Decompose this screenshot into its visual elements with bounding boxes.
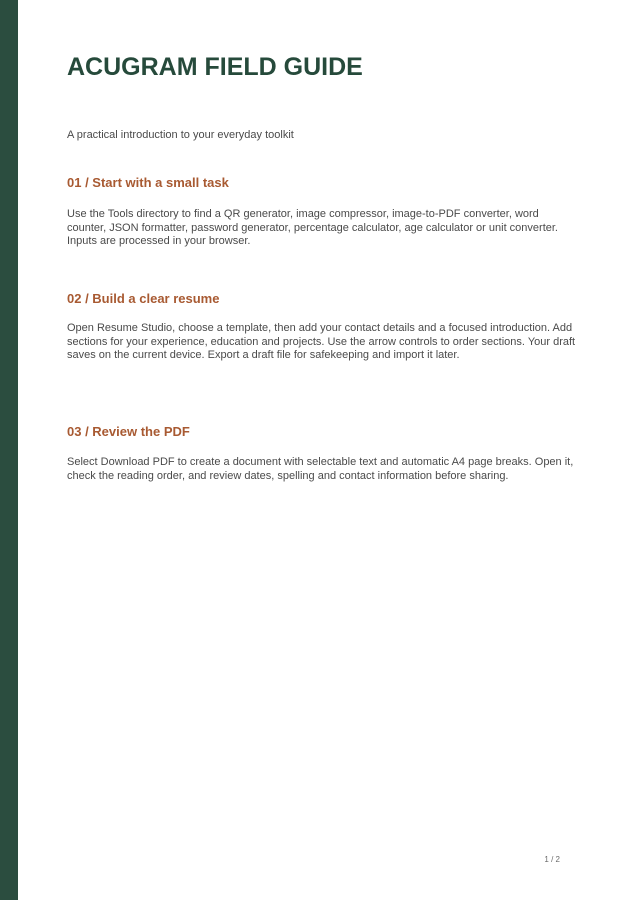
section-heading-start-small-task: 01 / Start with a small task <box>67 175 229 190</box>
section-body-build-resume: Open Resume Studio, choose a template, then add your contact details and a focused introduction. Add sections for your experience, education and projects. Use the arrow controls to order sections. Your draft saves on the current device. Export a draft file for safekeeping and import it later. <box>67 322 576 361</box>
section-body-review-pdf: Select Download PDF to create a document with selectable text and automatic A4 page breaks. Open it, check the reading order, and review dates, spelling and contact information before sharing. <box>67 456 574 482</box>
document-title: ACUGRAM FIELD GUIDE <box>67 53 363 81</box>
page-accent-bar <box>0 0 18 900</box>
document-subtitle: A practical introduction to your everyday toolkit <box>67 129 294 141</box>
section-heading-review-pdf: 03 / Review the PDF <box>67 424 190 439</box>
page-number: 1 / 2 <box>544 855 560 864</box>
section-body-start-small-task: Use the Tools directory to find a QR generator, image compressor, image-to-PDF converter, word counter, JSON formatter, password generator, percentage calculator, age calculator or unit converter. Inputs are processed in your browser. <box>67 208 558 247</box>
section-heading-build-resume: 02 / Build a clear resume <box>67 291 220 306</box>
